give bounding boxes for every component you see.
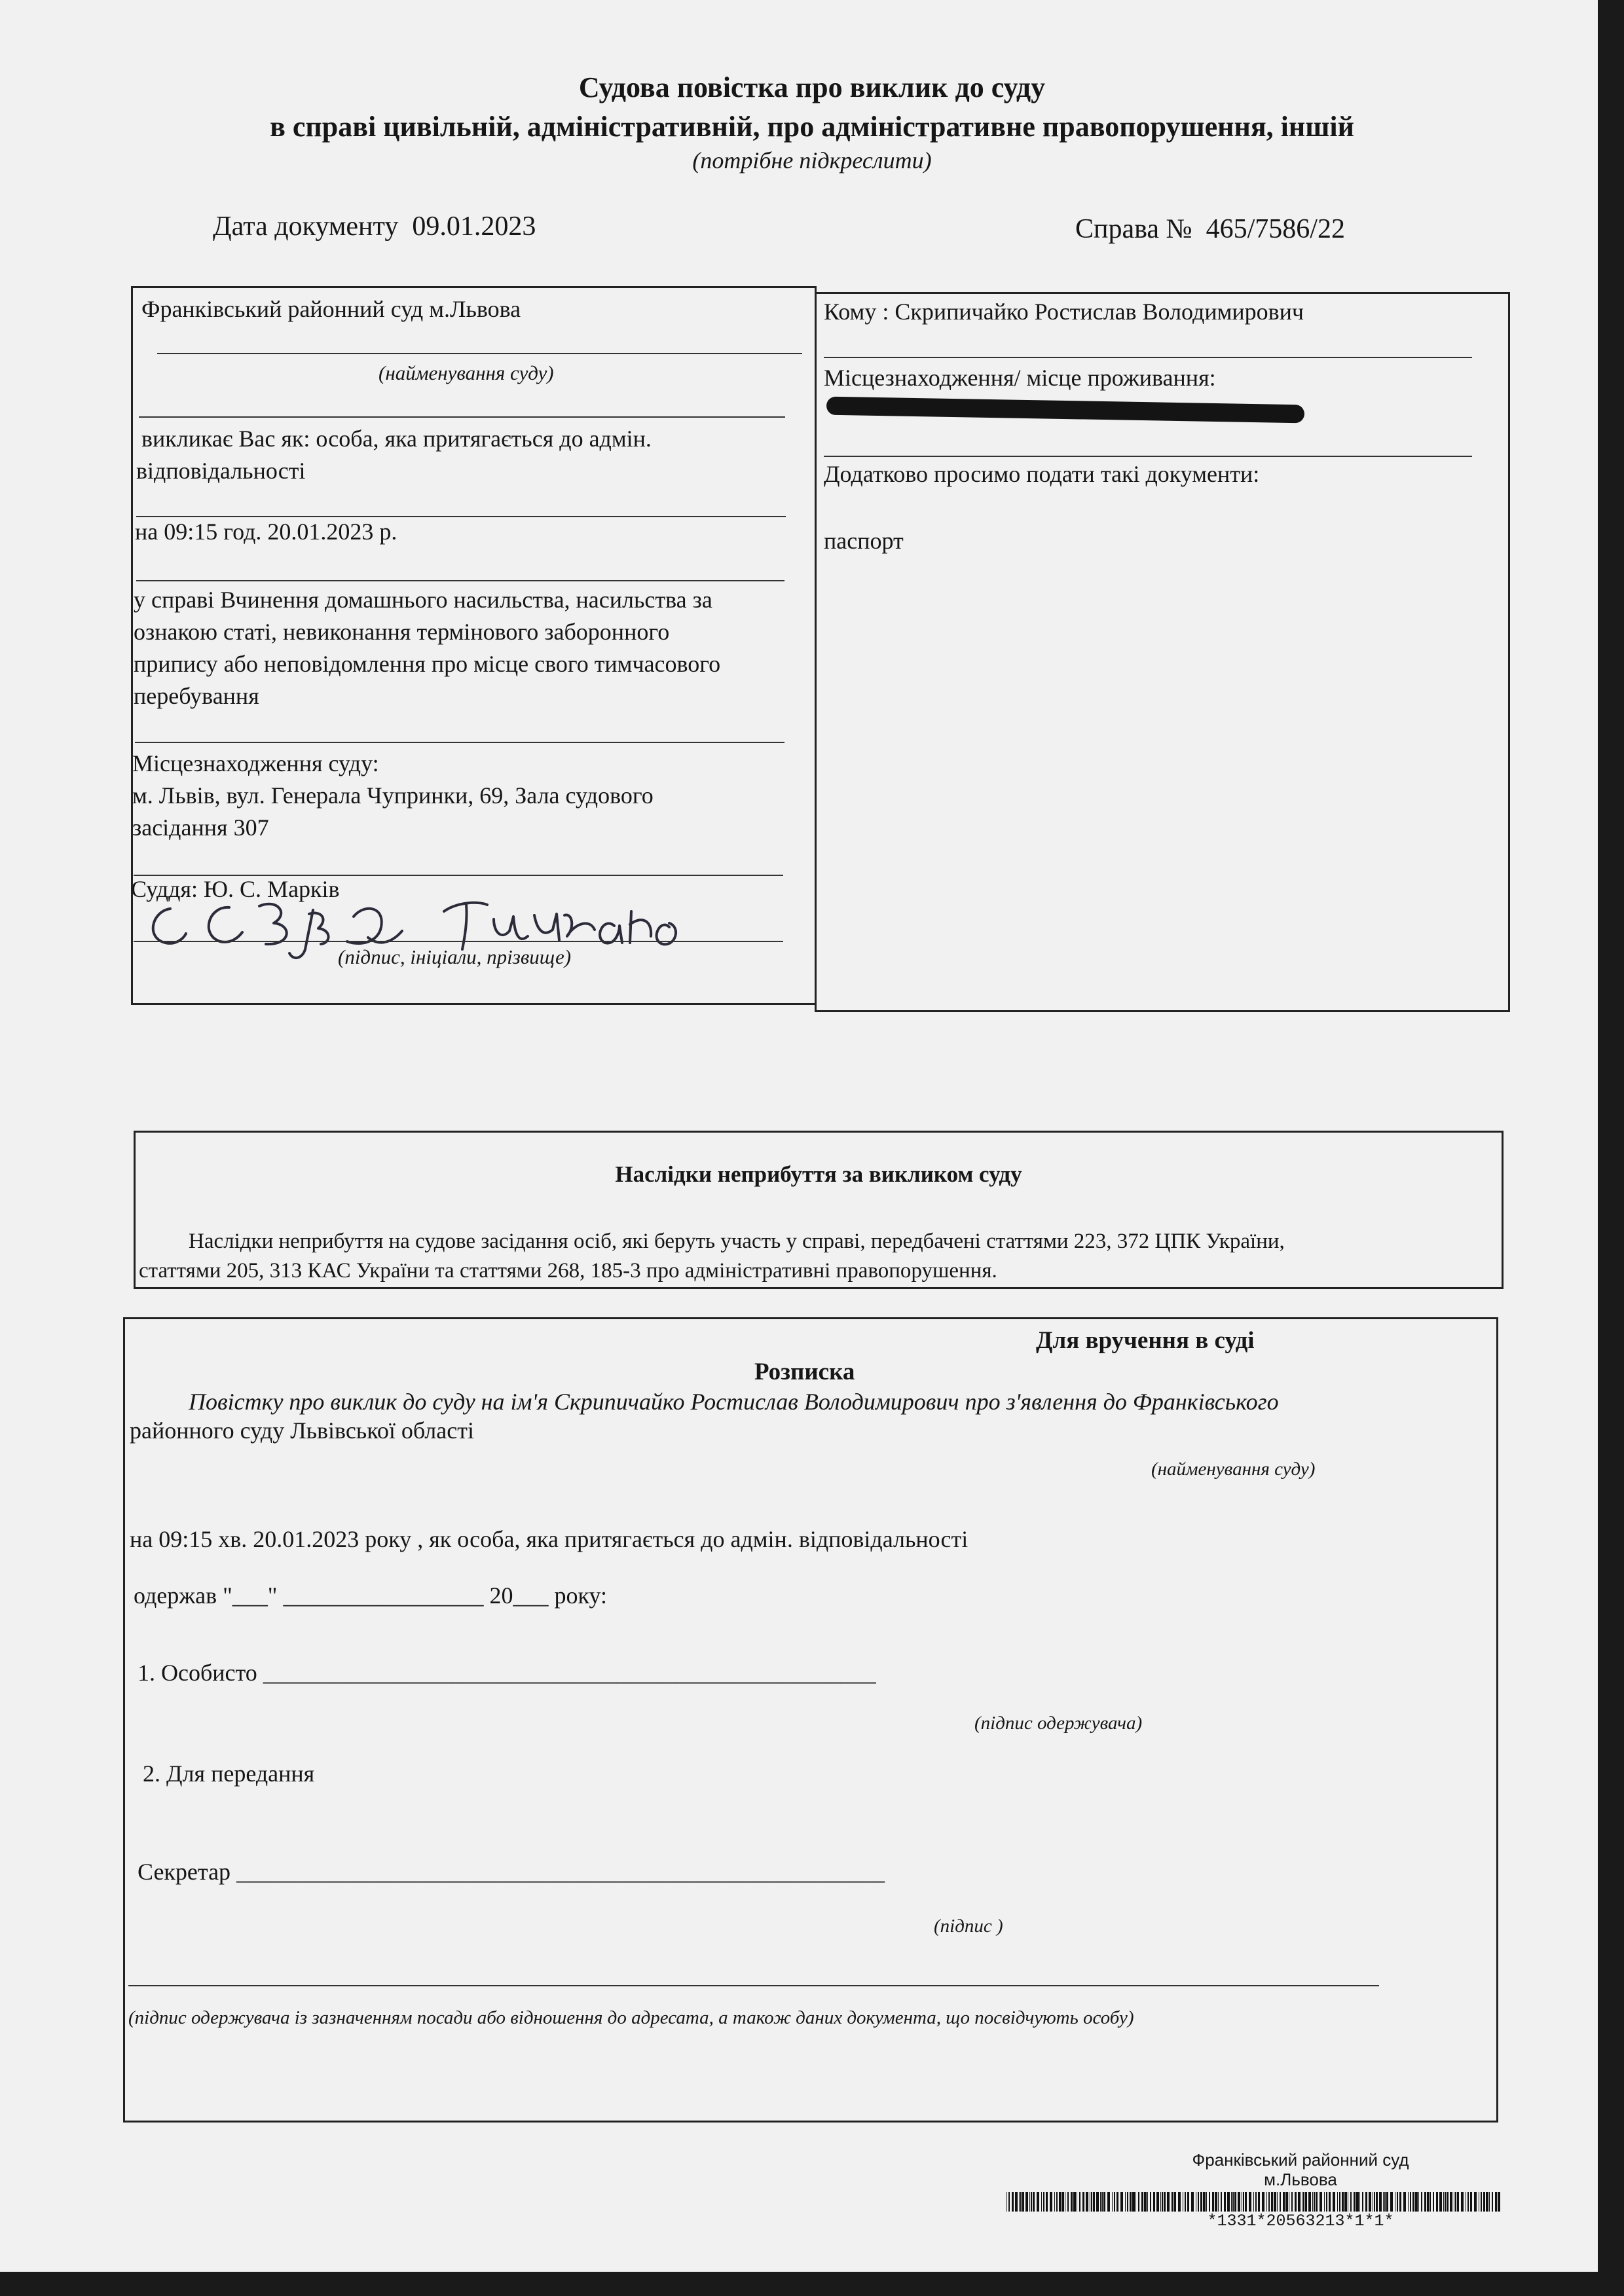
barcode-bar [1150, 2192, 1151, 2212]
barcode-bar [1071, 2192, 1073, 2212]
barcode-bar [1436, 2192, 1438, 2212]
recipient-details-caption: (підпис одержувача із зазначенням посади або відношення до адресата, а також даних документа, що посвідчують особу) [128, 2007, 1134, 2028]
barcode-bar [1486, 2192, 1488, 2212]
barcode-bar [1445, 2192, 1446, 2212]
barcode-bar [1112, 2192, 1113, 2212]
barcode-bar [1383, 2192, 1384, 2212]
received-date-field[interactable]: одержав "___" _________________ 20___ року: [134, 1582, 608, 1609]
barcode-bar [1274, 2192, 1276, 2212]
barcode-bar [1470, 2192, 1472, 2212]
receipt-text-line2: районного суду Львівської області [130, 1417, 474, 1444]
case-number [1075, 213, 1345, 245]
barcode-bar [1198, 2192, 1199, 2212]
barcode-bar [1314, 2192, 1315, 2212]
barcode-bar [1483, 2192, 1485, 2212]
barcode-bar [1255, 2192, 1257, 2212]
secretary-sign-caption: (підпис ) [934, 1916, 1003, 1937]
divider [135, 742, 784, 743]
barcode-bar [1450, 2192, 1452, 2212]
barcode-bar [1178, 2192, 1181, 2212]
barcode-bar [1107, 2192, 1110, 2212]
barcode-bar [1172, 2192, 1173, 2212]
barcode-bar [1280, 2192, 1281, 2212]
barcode-bar [1481, 2192, 1482, 2212]
barcode-bar [1258, 2192, 1260, 2212]
barcode-bar [1091, 2192, 1092, 2212]
barcode-bar [1253, 2192, 1254, 2212]
barcode-bar [1467, 2192, 1469, 2212]
barcode-bar [1447, 2192, 1449, 2212]
court-name: Франківський районний суд м.Львова [141, 296, 521, 322]
footer-court-city: м.Львова [1264, 2170, 1337, 2189]
barcode-bar [1238, 2192, 1240, 2212]
receipt-court-caption: (найменування суду) [1151, 1459, 1316, 1480]
barcode-bar [1403, 2192, 1406, 2212]
consequences-text-line2: статтями 205, 313 КАС України та статтями 268, 185-3 про адміністративні правопорушення. [139, 1259, 997, 1283]
barcode-bar [1374, 2192, 1375, 2212]
barcode-bar [1125, 2192, 1126, 2212]
barcode-bar [1324, 2192, 1325, 2212]
divider [134, 941, 783, 942]
barcode-bar [1376, 2192, 1378, 2212]
barcode-bar [1033, 2192, 1035, 2212]
barcode-bar [1096, 2192, 1099, 2212]
personally-signature-field[interactable]: 1. Особисто ____________________________________________________ [138, 1660, 876, 1686]
barcode-bar [1455, 2192, 1456, 2212]
barcode-bar [1100, 2192, 1101, 2212]
barcode-bar [1266, 2192, 1267, 2212]
barcode-bar [1203, 2192, 1206, 2212]
barcode-bar [1012, 2192, 1014, 2212]
barcode-bar [1354, 2192, 1356, 2212]
barcode-bar [1433, 2192, 1434, 2212]
barcode-bar [1209, 2192, 1210, 2212]
barcode-bar [1141, 2192, 1143, 2212]
barcode-bar [1339, 2192, 1340, 2212]
document-date [213, 211, 536, 242]
barcode-bar [1408, 2192, 1409, 2212]
barcode-bar [1320, 2192, 1322, 2212]
barcode-bar [1412, 2192, 1414, 2212]
barcode-bar [1200, 2192, 1202, 2212]
barcode-bar [1153, 2192, 1155, 2212]
barcode-bar [1492, 2192, 1493, 2212]
barcode-bar [1262, 2192, 1264, 2212]
barcode-bar [1127, 2192, 1128, 2212]
case-value: 465/7586/22 [1206, 214, 1345, 244]
barcode-bar [1162, 2192, 1163, 2212]
barcode-bar [1430, 2192, 1431, 2212]
barcode-bar [1029, 2192, 1030, 2212]
barcode-bar [1424, 2192, 1426, 2212]
divider [139, 416, 785, 418]
barcode-bar [1245, 2192, 1247, 2212]
barcode-bar [1041, 2192, 1042, 2212]
barcode-bar [1379, 2192, 1382, 2212]
case-matter-line2: ознакою статі, невиконання термінового заборонного [134, 619, 670, 645]
signature-caption: (підпис, ініціали, прізвище) [338, 945, 572, 968]
barcode-bar [1103, 2192, 1105, 2212]
barcode-bar [1303, 2192, 1304, 2212]
barcode-bar [1333, 2192, 1335, 2212]
recipient-signature-caption: (підпис одержувача) [974, 1713, 1143, 1734]
barcode-bar [1362, 2192, 1363, 2212]
barcode-bar [1174, 2192, 1176, 2212]
barcode-bar [1187, 2192, 1189, 2212]
barcode-bar [1427, 2192, 1430, 2212]
for-court-delivery: Для вручення в суді [1036, 1327, 1255, 1354]
court-location-line1: м. Львів, вул. Генерала Чупринки, 69, Зала судового [132, 782, 654, 809]
barcode-bar [1344, 2192, 1347, 2212]
barcode [1006, 2192, 1504, 2212]
barcode-bar [1439, 2192, 1442, 2212]
barcode-bar [1185, 2192, 1186, 2212]
barcode-bar [1019, 2192, 1020, 2212]
barcode-bar [1443, 2192, 1444, 2212]
court-location-label: Місцезнаходження суду: [132, 750, 379, 776]
barcode-bar [1283, 2192, 1285, 2212]
barcode-bar [1489, 2192, 1490, 2212]
barcode-bar [1050, 2192, 1052, 2212]
barcode-bar [1474, 2192, 1477, 2212]
barcode-bar [1061, 2192, 1064, 2212]
barcode-bar [1231, 2192, 1232, 2212]
barcode-bar [1043, 2192, 1044, 2212]
barcode-bar [1171, 2192, 1172, 2212]
barcode-bar [1054, 2192, 1055, 2212]
residence-label: Місцезнаходження/ місце проживання: [824, 365, 1216, 391]
barcode-bar [1298, 2192, 1301, 2212]
barcode-bar [1020, 2192, 1022, 2212]
barcode-bar [1495, 2192, 1497, 2212]
barcode-bar [1268, 2192, 1270, 2212]
barcode-bar [1329, 2192, 1331, 2212]
date-label: Дата документу [213, 211, 399, 242]
case-matter-line1: у справі Вчинення домашнього насильства, насильства за [134, 587, 712, 613]
barcode-bar [1291, 2192, 1293, 2212]
barcode-bar [1206, 2192, 1207, 2212]
date-value: 09.01.2023 [412, 211, 536, 242]
barcode-bar [1342, 2192, 1344, 2212]
barcode-bar [1059, 2192, 1061, 2212]
barcode-bar [1271, 2192, 1273, 2212]
barcode-bar [1144, 2192, 1147, 2212]
barcode-bar [1359, 2192, 1360, 2212]
barcode-text: *1331*20563213*1*1* [1207, 2212, 1394, 2231]
barcode-bar [1316, 2192, 1318, 2212]
barcode-bar [1116, 2192, 1118, 2212]
recipient-details-line [128, 1985, 1379, 1986]
barcode-bar [1022, 2192, 1024, 2212]
barcode-bar [1285, 2192, 1288, 2212]
case-label: Справа № [1075, 214, 1192, 244]
barcode-bar [1418, 2192, 1419, 2212]
barcode-bar [1015, 2192, 1018, 2212]
secretary-signature-field[interactable]: Секретар _______________________________________________________ [138, 1859, 885, 1885]
barcode-bar [1390, 2192, 1393, 2212]
barcode-bar [1079, 2192, 1080, 2212]
divider [136, 580, 784, 581]
barcode-bar [1191, 2192, 1194, 2212]
documents-value: паспорт [824, 528, 904, 554]
receipt-title: Розписка [754, 1358, 855, 1385]
barcode-bar [1365, 2192, 1367, 2212]
divider [157, 353, 802, 354]
barcode-bar [1046, 2192, 1048, 2212]
barcode-bar [1132, 2192, 1135, 2212]
barcode-bar [1086, 2192, 1088, 2212]
barcode-bar [1073, 2192, 1076, 2212]
summons-role-line2: відповідальності [136, 458, 306, 484]
barcode-bar [1350, 2192, 1352, 2212]
barcode-bar [1218, 2192, 1219, 2212]
documents-label: Додатково просимо подати такі документи: [824, 461, 1260, 487]
barcode-bar [1337, 2192, 1338, 2212]
barcode-bar [1277, 2192, 1278, 2212]
barcode-bar [1227, 2192, 1230, 2212]
barcode-bar [1135, 2192, 1136, 2212]
barcode-bar [1384, 2192, 1386, 2212]
case-matter-line4: перебування [134, 683, 259, 709]
barcode-bar [1215, 2192, 1217, 2212]
barcode-bar [1249, 2192, 1251, 2212]
court-location-line2: засідання 307 [132, 814, 269, 841]
barcode-bar [1008, 2192, 1010, 2212]
barcode-bar [1457, 2192, 1459, 2212]
barcode-bar [1461, 2192, 1464, 2212]
barcode-bar [1410, 2192, 1411, 2212]
title-note: (потрібне підкреслити) [692, 147, 932, 173]
receipt-text-line1: Повістку про виклик до суду на ім'я Скрипичайко Ростислав Володимирович про з'явлення до Франківського [189, 1389, 1279, 1415]
barcode-bar [1082, 2192, 1084, 2212]
barcode-bar [1212, 2192, 1214, 2212]
barcode-bar [1397, 2192, 1398, 2212]
receipt-time-line: на 09:15 хв. 20.01.2023 року , як особа, яка притягається до адмін. відповідальності [130, 1526, 969, 1552]
recipient-name: Кому : Скрипичайко Ростислав Володимирович [824, 299, 1304, 325]
judge-name: Суддя: Ю. С. Марків [131, 876, 340, 902]
barcode-bar [1120, 2192, 1123, 2212]
footer-court-name: Франківський районний суд [1192, 2150, 1409, 2170]
barcode-bar [1160, 2192, 1161, 2212]
barcode-bar [1356, 2192, 1359, 2212]
barcode-bar [1312, 2192, 1313, 2212]
barcode-bar [1067, 2192, 1069, 2212]
barcode-bar [1421, 2192, 1422, 2212]
barcode-bar [1234, 2192, 1236, 2212]
barcode-bar [1164, 2192, 1166, 2212]
barcode-bar [1308, 2192, 1311, 2212]
barcode-bar [1369, 2192, 1371, 2212]
barcode-bar [1498, 2192, 1500, 2212]
summons-role-line1: викликає Вас як: особа, яка притягається до адмін. [141, 426, 652, 452]
barcode-bar [1224, 2192, 1226, 2212]
transfer-label: 2. Для передання [143, 1760, 315, 1787]
divider [824, 456, 1472, 457]
court-name-caption: (найменування суду) [378, 361, 554, 384]
barcode-bar [1221, 2192, 1222, 2212]
case-matter-line3: припису або неповідомлення про місце свого тимчасового [134, 651, 721, 677]
document-subtitle: в справі цивільній, адміністративній, про адміністративне правопорушення, іншій [270, 111, 1354, 143]
barcode-bar [1156, 2192, 1159, 2212]
consequences-title: Наслідки неприбуття за викликом суду [615, 1161, 1022, 1187]
barcode-bar [1386, 2192, 1388, 2212]
barcode-bar [1130, 2192, 1132, 2212]
barcode-bar [1093, 2192, 1095, 2212]
barcode-bar [1232, 2192, 1234, 2212]
barcode-bar [1031, 2192, 1032, 2212]
divider [824, 357, 1472, 358]
barcode-bar [1415, 2192, 1418, 2212]
barcode-bar [1399, 2192, 1401, 2212]
barcode-bar [1025, 2192, 1028, 2212]
hearing-time: на 09:15 год. 20.01.2023 р. [135, 519, 397, 545]
barcode-bar [1326, 2192, 1327, 2212]
barcode-bar [1147, 2192, 1148, 2212]
consequences-text-line1: Наслідки неприбуття на судове засідання осіб, які беруть участь у справі, передбачені статтями 223, 372 ЦПК України, [189, 1230, 1285, 1253]
barcode-bar [1101, 2192, 1103, 2212]
document-title: Судова повістка про виклик до суду [578, 71, 1046, 103]
barcode-bar [1167, 2192, 1170, 2212]
barcode-bar [1305, 2192, 1307, 2212]
barcode-bar [1114, 2192, 1115, 2212]
barcode-bar [1037, 2192, 1039, 2212]
barcode-bar [1056, 2192, 1058, 2212]
barcode-bar [1243, 2192, 1244, 2212]
barcode-bar [1295, 2192, 1297, 2212]
barcode-bar [1138, 2192, 1139, 2212]
